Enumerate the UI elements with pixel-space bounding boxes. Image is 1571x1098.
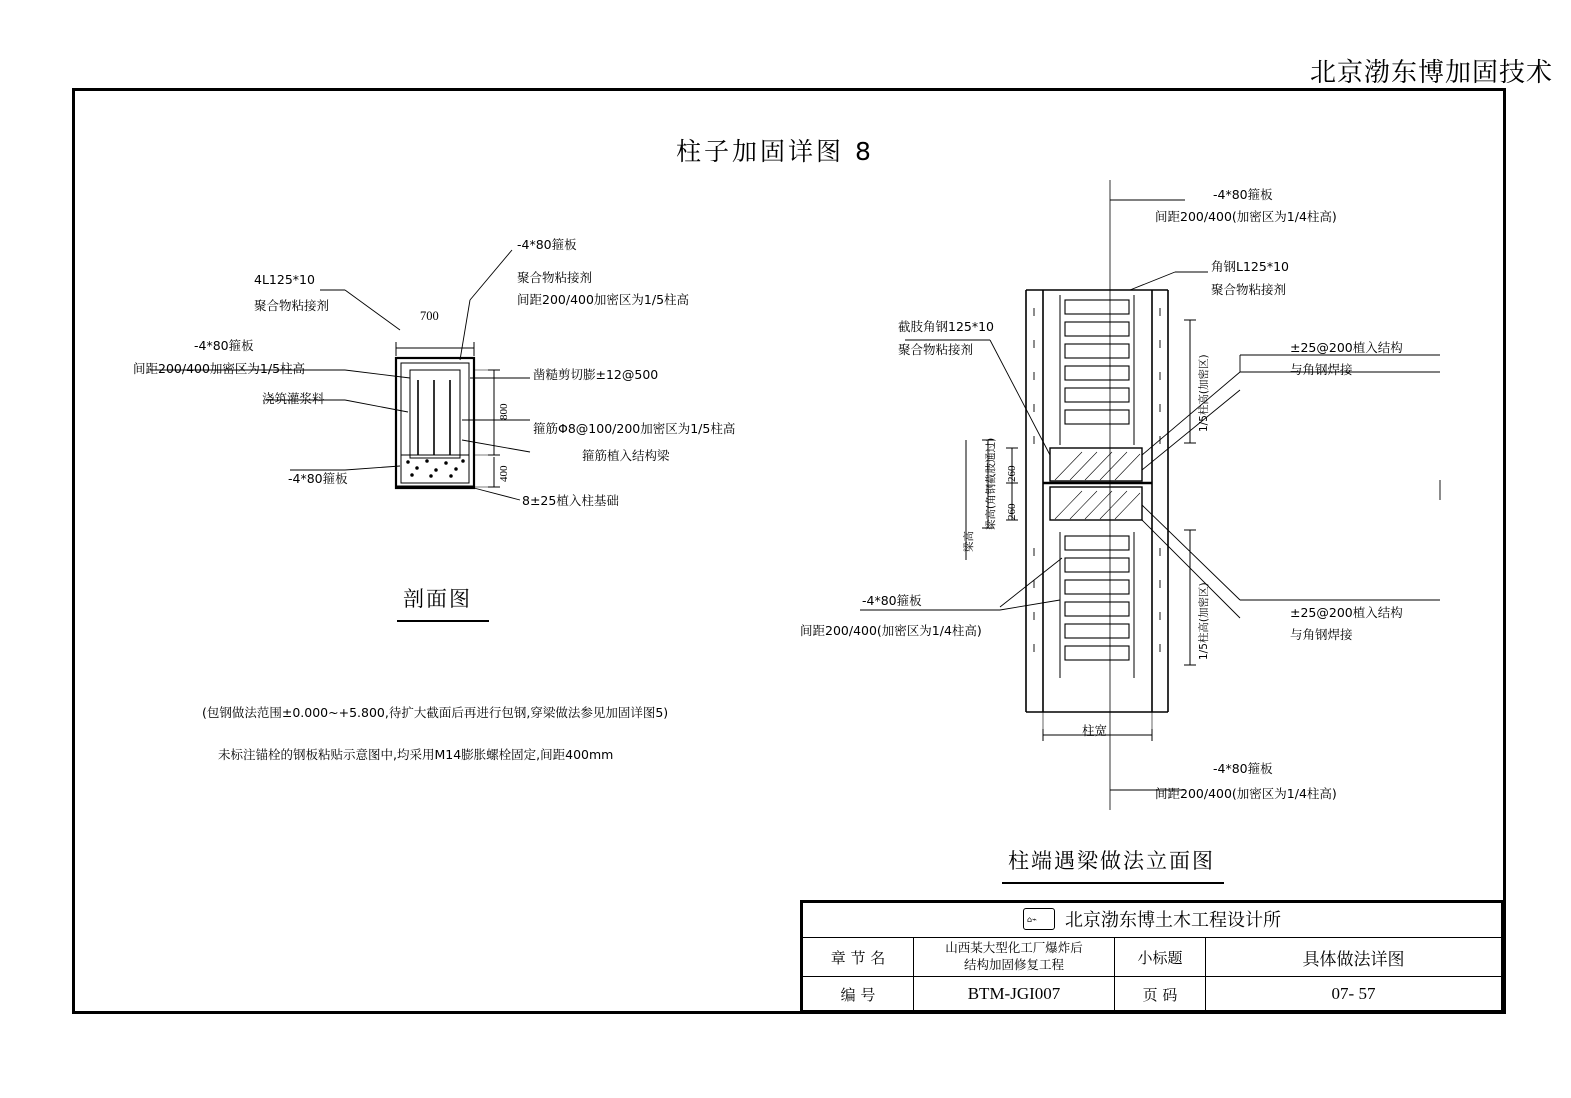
label-top-batten-spacing: 间距200/400(加密区为1/4柱高)	[1155, 209, 1337, 224]
label-cut-angle-adhesive: 聚合物粘接剂	[898, 342, 974, 357]
label-grout: 浇筑灌浆料	[262, 391, 325, 406]
chapter-name-label: 章 节 名	[803, 938, 914, 977]
section-view-title: 剖面图	[403, 587, 472, 611]
dim-260-b: 260	[1006, 503, 1018, 520]
sheet-header-company: 北京渤东博加固技术	[1309, 58, 1553, 88]
label-dowel-bottom: ±25@200植入结构	[1290, 605, 1403, 620]
label-bottom-batten-spacing: 间距200/400(加密区为1/4柱高)	[1155, 786, 1337, 801]
label-left-batten: -4*80箍板	[862, 593, 922, 608]
label-shear-key: 凿糙剪切膨±12@500	[533, 367, 659, 382]
label-dowel-top: ±25@200植入结构	[1290, 340, 1403, 355]
label-cut-angle: 截肢角钢125*10	[898, 319, 995, 334]
note-line-2: 未标注锚栓的钢板粘贴示意图中,均采用M14膨胀螺栓固定,间距400mm	[218, 747, 614, 762]
subtitle-value: 具体做法详图	[1206, 938, 1502, 977]
page-value: 07- 57	[1206, 977, 1502, 1012]
number-value: BTM-JGI007	[914, 977, 1115, 1012]
label-adhesive-top: 聚合物粘接剂	[517, 270, 593, 285]
dim-bottom-400: 400	[498, 465, 510, 482]
label-adhesive: 聚合物粘接剂	[254, 298, 330, 313]
label-dowel-top-weld: 与角钢焊接	[1290, 362, 1353, 377]
label-batten-plate-bottom: -4*80箍板	[288, 471, 348, 486]
institute-cell	[803, 903, 1502, 938]
logo-icon: ⌂⌁	[1023, 908, 1055, 930]
elevation-view-underline	[1002, 882, 1224, 884]
label-stirrup-embed: 箍筋植入结构梁	[582, 448, 670, 463]
label-bottom-batten: -4*80箍板	[1213, 761, 1273, 776]
label-batten-plate-top: -4*80箍板	[517, 237, 577, 252]
label-beam-height-note-a: 梁高(角钢截肢通过)	[985, 437, 997, 530]
label-dowel-bottom-weld: 与角钢焊接	[1290, 627, 1353, 642]
project-name-line1: 山西某大型化工厂爆炸后	[945, 940, 1083, 956]
project-name-cell	[914, 938, 1115, 977]
label-right-angle-steel: 角钢L125*10	[1211, 259, 1289, 274]
title-block-row-1	[803, 938, 1502, 977]
label-batten-spacing-left: 间距200/400加密区为1/5柱高	[133, 361, 306, 376]
label-zone-bottom: 1/5柱高(加密区)	[1198, 582, 1210, 660]
title-block-header-row	[803, 903, 1502, 938]
label-right-angle-adhesive: 聚合物粘接剂	[1211, 282, 1287, 297]
number-label: 编 号	[803, 977, 914, 1012]
label-foundation-bar: 8±25植入柱基础	[522, 493, 619, 508]
elevation-view-title: 柱端遇梁做法立面图	[1008, 849, 1215, 873]
label-batten-spacing-top: 间距200/400加密区为1/5柱高	[517, 292, 690, 307]
label-top-batten: -4*80箍板	[1213, 187, 1273, 202]
label-batten-plate-left: -4*80箍板	[194, 338, 254, 353]
page-label: 页 码	[1115, 977, 1206, 1012]
dim-height-800: 800	[498, 403, 510, 420]
drawing-title: 柱子加固详图 8	[676, 137, 874, 166]
note-line-1: (包钢做法范围±0.000~+5.800,待扩大截面后再进行包钢,穿梁做法参见加固详图5)	[202, 705, 669, 720]
title-block-table	[802, 902, 1502, 1012]
label-beam-height-note-b: 梁高	[963, 531, 975, 552]
subtitle-label: 小标题	[1115, 938, 1206, 977]
project-name-line2: 结构加固修复工程	[963, 957, 1064, 972]
title-block	[800, 900, 1504, 1012]
label-zone-top: 1/5柱高(加密区)	[1198, 354, 1210, 432]
label-left-batten-spacing: 间距200/400(加密区为1/4柱高)	[800, 623, 982, 638]
label-stirrup: 箍筋Φ8@100/200加密区为1/5柱高	[533, 421, 736, 436]
label-column-width: 柱宽	[1082, 723, 1108, 738]
label-angle-steel: 4L125*10	[254, 272, 315, 287]
title-block-row-2	[803, 977, 1502, 1012]
dim-width-700: 700	[420, 309, 439, 323]
dim-260-a: 260	[1006, 465, 1018, 482]
institute-name: 北京渤东博土木工程设计所	[1065, 909, 1281, 931]
